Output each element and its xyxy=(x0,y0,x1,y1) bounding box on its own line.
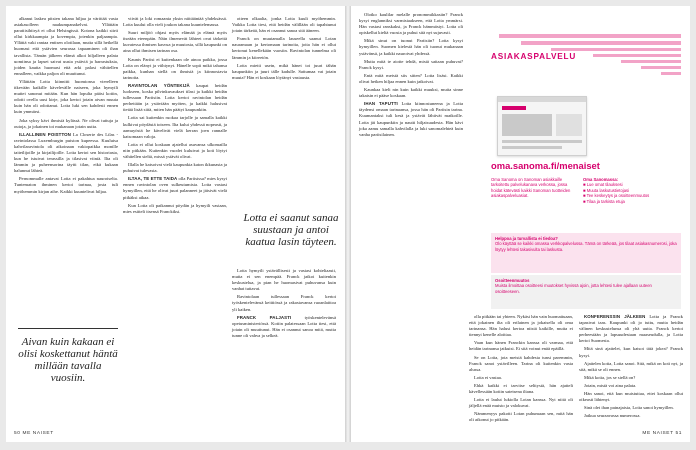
paragraph: Lotta mietti usein, mikä hänet toi juuri tähän kaupunkiin ja juuri tälle kadulle. Sattumaa vai jotain muuta? Hän ei koskaan löytänyt vastausta. xyxy=(232,62,336,80)
left-column-3-top xyxy=(232,16,336,206)
ad-box-text: Olo käyttää se kaikki omassa verkkopalvelussa. Tämä on tärkeää, jos tilaat asiakasnumerosi, joka löytyy lehtesi takasivulta tai laskusta. xyxy=(495,241,677,252)
ad-description: Oma Sanoma on Sanoman asiakkaille tarkoitettu palvelukanava verkossa, jossa hoidat kätevästi kaikki Sanoman tuotteiden asiakaspalveluasiat. xyxy=(491,177,571,199)
page-footer-left xyxy=(14,431,54,436)
subheading-paragraph xyxy=(14,132,118,175)
paragraph: Mitä sinä ajattelet, kun katsot tätä jokea? Franck kysyi. xyxy=(579,346,683,358)
paragraph: Lotta ei vastaa. xyxy=(474,374,502,380)
browser-screenshot xyxy=(497,96,587,156)
ad-box-text: Muista ilmoittaa osoitteesi muutokset hyvissä ajoin, jotta lehtesi tulee ajallaan uuteen osoitteeseen. xyxy=(495,283,652,294)
ad-service-item: ■ Tilaa ja tarkista etuja xyxy=(583,198,625,204)
right-column-3 xyxy=(579,314,683,419)
ad-box-title: Helppoa ja turvallista ei tiedoa? xyxy=(495,236,558,241)
pull-quote-mid: Lotta ei saanut sanaa suustaan ja antoi kaatua lasin täyteen. xyxy=(243,212,339,248)
paragraph: olla Pariisissa? mies kysyi ennen ravintolan oven sulkeutumista. Lotta vastasi hymyillen, että he olivat juuri palanneet ja jäisivät vielä pitkäksi aikaa. xyxy=(123,176,228,200)
paragraph: Illalla he katsoivat vielä kaupunkia katon ikkunasta ja puhuivat tulevasta. xyxy=(123,162,227,174)
paragraph: La Closerie des Lilas -ravintolassa Luxemburgin puiston kupeessa. Kuuluisa kahvilaravintola oli aikoinaan vakiopaikka monille taiteilijoille ja kirjailijoille. Lotta kertoi sen historiasta, kun he istuivat terassilla ja tilasivat viiniä. Ilta oli lämmin ja puheensorina täytti tilan, eikä kukaan halunnut lähteä. xyxy=(14,131,118,174)
paragraph: Lotta ei laulut lukiolla Lotan kanssa. Nyt niitä oli jäljellä enää muisto ja valokuvat. xyxy=(469,397,573,409)
paragraph: Joka syksy kävi ihmisiä kylässä. Ne olivat tuttuja ja outoja, ja jokainen toi mukanaan jotain uutta. xyxy=(14,117,118,129)
pull-quote-rule-top xyxy=(18,328,118,329)
paragraph: Kaunis Pariisi ei kuitenkaan ole ainoa paikka, jossa Lotta on elänyt ja viihtynyt. Hänelle sopii mikä tahansa paikka, kunhan siellä on ihmisiä ja kiinnostavia tarinoita. xyxy=(123,56,227,80)
paragraph: Lotta ei ollut koskaan ajatellut asuvansa ulkomailla niin pitkään. Kuitenkin vuodet kuluivat ja koti löytyi vähitellen sieltä, missä ystävät olivat. xyxy=(123,141,227,159)
paragraph: Ravintolaan tullessaan Franck kertoi työskentelevänsä keittiössä ja rakastavansa ruoanlaittoa yli kaiken. xyxy=(232,294,336,312)
left-column-2 xyxy=(123,16,227,414)
paragraph: Lotta ja Franck tapasivat taas. Kaupunki oli jo tuttu, mutta heidän välinen keskustelunsa oli yhä uutta. Franck kertoi perheestään ja lapsuudestaan maaseudulla, ja Lotta kertoi Suomesta. xyxy=(579,314,683,344)
subheading: RAVINTOLAN YÖNTEKIJÄ xyxy=(128,82,190,88)
left-column-3-bottom xyxy=(232,268,336,414)
paragraph: Lotta kiinnostuneena ja Lotta täydensi omaan tarinaansa, jossa hän oli Pariisin tarina. Kuumantaksi tuli kesä ja ystävät lähtivät matkoille. Lotta jäi kaupunkiin ja nautti hiljaisuudesta. Hän kävi joka aamu samalla kahvilalla ja luki sanomalehteä kuin vanha pariisilainen. xyxy=(359,101,463,137)
ad-service-item: ■ Lue omat tilauksesi xyxy=(583,182,623,188)
paragraph: Mikä sinut on tuonut Pariisiin? Lotta kysyi hymyillen. Suomen kielestä hän oli tuonut mukanaan ystävänsä, ja kaikki nauroivat yhdessä. xyxy=(359,38,463,56)
paragraph: Pernommalle antavat Lotta ei pakahtua nauroiselta. Tuntematon ihminen kertoi tarinaa, josta tuli myöhemmin kirjan aihe. Kaikki kuuntelivat hiljaa. xyxy=(14,176,118,194)
ad-box-title: Osoitteenmuutos xyxy=(495,278,530,283)
paragraph: Ajattelen kotia, Lotta sanoi. Sitä, mikä on koti nyt, ja sitä, mikä se oli ennen. xyxy=(579,360,683,372)
paragraph: Franck on muutamalla lauseella saanut Lotan nauramaan ja kertomaan tarinoita, joita hän ei ollut kertonut kenellekään vuosiin. Ravintolan tunnelma oli lämmin ja kiireetön. xyxy=(232,36,336,60)
ad-services-title: Oma Sanomassa: xyxy=(583,177,619,182)
ad-url[interactable]: oma.sanoma.fi/menaiset xyxy=(491,160,600,171)
paragraph: Suuri miljöö ohjasi myös elämää ja elämä myös itseään eteenpäin. Näin ilmenevät lähteet ovat tärkeitä kuvatessa ihmisen kasvua ja muutosta, sillä kaupunki on aina ollut ihmisen tarinan osa. xyxy=(123,30,227,54)
ad-info-box-1 xyxy=(491,233,681,273)
right-page xyxy=(351,6,690,442)
paragraph: Kun Lotta oli paikannut pöydän ja hymyili vastaan, mies esitteli itsensä Franckiksi. xyxy=(123,202,227,214)
subheading-paragraph xyxy=(579,314,683,344)
subheading: ILLALLINEN POISTTON xyxy=(19,131,71,137)
ad-service-item: ■ Muuta laskutustietojasi xyxy=(583,187,630,193)
paragraph: kaupat heidän luokseen, koska pilvinkuvaukset tilasi ja kaikki heidän tullessaan Pariisiin. Lotta kertoi ravintolan heidän perhettään ja ystäviään myöten, ja kaikki halusivat tietää lisää siitä, miten hän päätyi kaupunkiin. xyxy=(123,82,227,113)
subheading-paragraph xyxy=(123,176,227,200)
paragraph: Lotta sai kuitenkin ruokaa tarjolle ja samalla kaikki kulkivat pöydästä toiseen. Ilta kului yhdessä nopeasti, ja aamuyöstä he kävelivät vielä kerran joen rannalle katsomaan valoja. xyxy=(123,115,227,139)
footer-text: 50 ME NAISET xyxy=(14,431,54,436)
paragraph: Sinä olet ihan painajaisia, Lotta sanoi hymyillen. xyxy=(584,405,674,411)
paragraph: Jotain, mistä voi aina palata. xyxy=(584,382,637,388)
subheading: KONFERENSSIN JÄLKEEN xyxy=(584,314,646,319)
ad-service-item: ■ Tee keskeytys ja osoitteenmuutos xyxy=(583,193,650,199)
paragraph: Yllättäin Lotta kiinnitti huomionsa vierelleen itkevään kaikille kävelevälle naiseen, joka hymyili muttei sanonut mitään. Kun hän lopulta pääsi kotiin, odotti ovella uusi kirje, joka kertoi jotain aivan muuta kuin hän oli odottanut. Lotta luki sen kahdesti ennen kuin ymmärsi. xyxy=(14,78,118,115)
footer-text: ME NAISET 51 xyxy=(642,431,682,436)
paragraph: Nämmenyys pakotti Lotan puhumaan sen, mitä hän oli aikonut jo pitkään. xyxy=(469,411,573,423)
ad-info-box-2 xyxy=(491,275,681,309)
paragraph: Olotko kaulilar melalle pronommikkasiin? Franck kysyi englanniksi varmistaakseen, että Lotta ymmärsi. Hän vastasi ranskaksi, ja Franck hämmästyi. Lotta oli opiskellut kieltä vuosia ja puhui sitä nyt sujuvasti. xyxy=(359,12,463,36)
paragraph: Jatkua seuraavassa numerossa. xyxy=(584,413,641,419)
subheading-paragraph xyxy=(123,83,227,113)
paragraph: Mutta mitä te aiotte tehdä, mistä saitaan puhuvat? Franck kysyi. xyxy=(359,58,463,70)
paragraph: Ehkä kaikki ei tarvitse selitystä, hän ajatteli kävellessään kotiin sateisena iltana. xyxy=(469,382,573,395)
subheading: ILTAA, TE ETTE TAIDA xyxy=(128,176,178,182)
subheading-paragraph xyxy=(359,101,463,138)
page-footer-right xyxy=(642,431,682,436)
subheading: IHAN TAPUTTI xyxy=(364,101,398,107)
ad-title: ASIAKASPALVELU xyxy=(491,52,577,61)
paragraph: olla pitkään tai yhteen. Nykäsi hän vain huomattuaan, että jokainen ilta oli erilainen ja jokaisella oli oma tarinansa. Hän halusi kertoa niistä kaikille, mutta ei tiennyt kenelle aloittaa. xyxy=(469,314,573,338)
paragraph: alkanut laskea pitsien takana hiljaa ja värittää vasta asiakasolleen naakumpanakelvat. Yllättäin paratiisihiiryä ei ollut Helsingissä. Kotona kaikki siirti ollut kirkkaampia ja kovempia, jotenkin paljaampia. Yllättä vaki rantaa entisen olotilaan, mutta sillä hetkellä huomasi että ystävien seurassa tapaaminen oli ihan tavallista. Tämän jälkeen elämä alkoi hiljalleen palata uomiinsa ja lapset saivat uusia ystäviä ja harrastuksia, joiden kautta huomasi että arki palasi vähitellen ennalleen, vaikka paljon oli muuttunut. xyxy=(14,16,118,76)
right-column-1 xyxy=(359,12,463,414)
paragraph: Entä mitä meistä siis sitten? Lotta lisäsi. Kaikki olivat hetken hiljaa ennen kuin jatkoivat. xyxy=(359,72,463,84)
ad-services xyxy=(583,177,679,204)
paragraph: Kaunkaa kieli nin kuin kaikki muuksi, mutta sinne takaisin ei pääse koskaan. xyxy=(359,87,463,99)
pull-quote: Aivan kuin kakaan ei olisi koskettanut häntä millään tavalla vuosiin. xyxy=(18,336,118,384)
subheading-paragraph xyxy=(232,315,336,339)
paragraph: Hän sanoi, että kun muistuttaa, ettei koskaan ollut oikeasti lähtenyt. xyxy=(579,391,683,403)
right-column-2 xyxy=(469,314,573,423)
paragraph: Lotta hymyili ystävällisesti ja vastasi kohteliaasti, mutta ei sen enempää. Franck jatkoi kuitenkin keskustelua, ja pian he huomasivat puhuvansa kuin vanhat tuttavat. xyxy=(232,268,336,292)
paragraph: viivät ja loki romaania yksin niittääntää yhdeksässä. Lotta kuului olla vieli joukon takana kuuntelemassa. xyxy=(123,16,227,28)
paragraph: otteen olkaalta, jonka Lotta kuuli myöhemmin. Vaikka Lotta tiesi, että heidän välillään oli tapahtunut jotain tärkeää, hän ei osannut sanoa sitä ääneen. xyxy=(232,16,336,34)
paragraph: Se on Lotta, jota meistä kahdesta tunsi paremmin, Franck sanoi ystävilleen. Tarina oli kuitenkin vasta alussa. xyxy=(469,354,573,372)
paragraph: Mikä kotia, jos se siellä on? xyxy=(584,374,636,380)
left-page xyxy=(6,6,345,442)
subheading: FRANCK PALJASTI xyxy=(237,314,292,320)
customer-service-ad xyxy=(491,32,681,228)
paragraph: Vaan kun hänen Franckin kanssa oli varmaa, että heidän tarinansa jatkuisi. Ei sitä voinut enää epäillä. xyxy=(469,340,573,352)
ad-header xyxy=(491,32,681,90)
paragraph: työskentelevänsä opetusministeriössä. Kotiin palatessaan Lotta tiesi, että jotain oli muuttunut. Hän ei osannut sanoa mitä, mutta tunne oli vahva ja selkeä. xyxy=(232,314,336,338)
